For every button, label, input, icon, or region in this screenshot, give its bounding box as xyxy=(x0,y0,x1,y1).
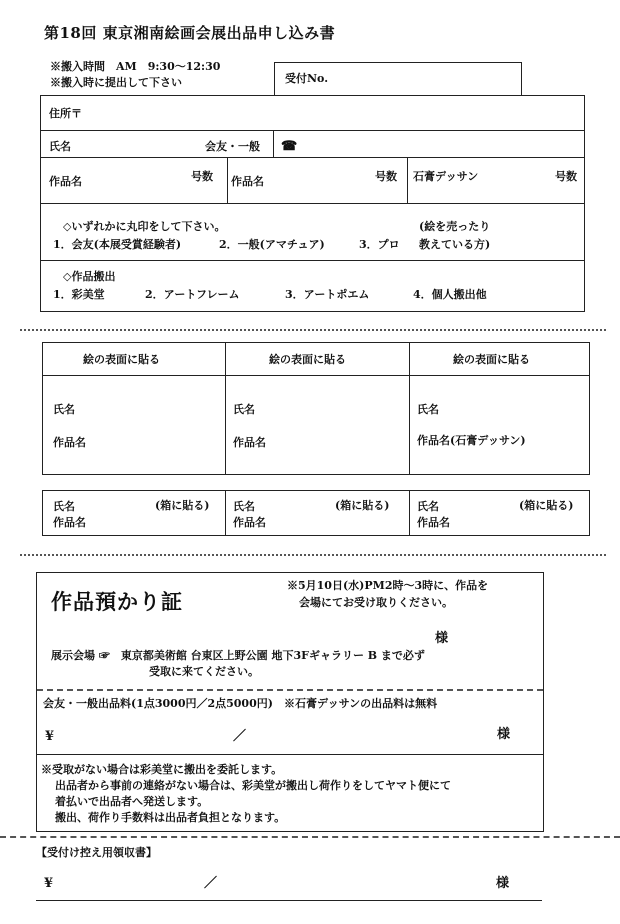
box-label-1-note: (箱に貼る) xyxy=(155,499,210,512)
receipt-title: 作品預かり証 xyxy=(51,589,183,614)
box-label-1-name[interactable]: 氏名 xyxy=(53,500,75,513)
carry-out-title: ◇作品搬出 xyxy=(63,270,116,283)
label-2-work[interactable]: 作品名 xyxy=(233,436,266,449)
delivery-time: ※搬入時間 AM 9:30～12:30 xyxy=(50,60,221,73)
receipt-number-label: 受付No. xyxy=(285,72,329,85)
stub-slash: ／ xyxy=(204,876,218,891)
box-label-3-note: (箱に貼る) xyxy=(519,499,574,512)
receipt-sama: 様 xyxy=(435,631,449,646)
box-label-2-name[interactable]: 氏名 xyxy=(233,500,255,513)
carry-option-1[interactable]: 1．彩美堂 xyxy=(53,288,105,301)
label-3-work[interactable]: 作品名(石膏デッサン) xyxy=(417,434,526,447)
box-label-2-work[interactable]: 作品名 xyxy=(233,516,266,529)
category-option-2[interactable]: 2．一般(アマチュア) xyxy=(219,238,325,251)
stub-sama: 様 xyxy=(496,876,510,891)
label-1-name[interactable]: 氏名 xyxy=(53,403,75,416)
category-option-3[interactable]: 3．プロ xyxy=(359,238,400,251)
cut-line xyxy=(20,329,606,331)
note-line4: 搬出、荷作り手数料は出品者負担となります。 xyxy=(55,811,286,824)
note-line1: ※受取がない場合は彩美堂に搬出を委託します。 xyxy=(41,763,283,776)
category-option-1[interactable]: 1．会友(本展受賞経験者) xyxy=(53,238,182,251)
page-title: 第18回 東京湘南絵画会展出品申し込み書 xyxy=(44,24,336,42)
name-label[interactable]: 氏名 xyxy=(49,140,71,153)
box-label-3-work[interactable]: 作品名 xyxy=(417,516,450,529)
fee-text: 会友・一般出品料(1点3000円／2点5000円) ※石膏デッサンの出品料は無料 xyxy=(43,697,438,710)
work-1-size-label: 号数 xyxy=(191,170,213,183)
label-2-name[interactable]: 氏名 xyxy=(233,403,255,416)
receipt-number-box[interactable] xyxy=(274,62,522,96)
painting-labels-table xyxy=(42,342,590,475)
category-instruction: ◇いずれかに丸印をして下さい。 xyxy=(63,220,226,233)
label-2-header: 絵の表面に貼る xyxy=(269,353,346,366)
carry-option-2[interactable]: 2．アートフレーム xyxy=(145,288,240,301)
label-3-header: 絵の表面に貼る xyxy=(453,353,530,366)
deposit-receipt xyxy=(36,572,544,832)
note-line3: 着払いで出品者へ発送します。 xyxy=(55,795,209,808)
box-labels-table xyxy=(42,490,590,536)
cut-line xyxy=(20,554,606,556)
stub-amount-line xyxy=(36,900,542,901)
stub-yen[interactable]: ¥ xyxy=(44,876,54,891)
work-3-size-label: 号数 xyxy=(555,170,577,183)
pickup-line1: ※5月10日(水)PM2時～3時に、作品を xyxy=(287,579,489,592)
venue-line1: 展示会場 ☞ 東京都美術館 台東区上野公園 地下3Fギャラリー B まで必ず xyxy=(51,649,425,662)
label-3-name[interactable]: 氏名 xyxy=(417,403,439,416)
fee-slash: ／ xyxy=(233,729,247,744)
fee-yen[interactable]: ¥ xyxy=(45,729,55,744)
carry-option-4[interactable]: 4．個人搬出他 xyxy=(413,288,487,301)
address-label[interactable]: 住所〒 xyxy=(49,107,82,120)
stub-cut-line xyxy=(0,836,620,838)
venue-line2: 受取に来てください。 xyxy=(149,665,259,678)
pro-note-line1: (絵を売ったり xyxy=(419,220,491,233)
carry-option-3[interactable]: 3．アートポエム xyxy=(285,288,370,301)
work-1-title-label[interactable]: 作品名 xyxy=(49,175,82,188)
submit-note: ※搬入時に提出して下さい xyxy=(50,76,182,89)
label-1-work[interactable]: 作品名 xyxy=(53,436,86,449)
fee-sama: 様 xyxy=(497,727,511,742)
pickup-line2: 会場にてお受け取りください。 xyxy=(299,596,453,609)
pro-note-line2: 教えている方) xyxy=(419,238,491,251)
work-2-title-label[interactable]: 作品名 xyxy=(231,175,264,188)
member-type: 会友・一般 xyxy=(205,140,260,153)
work-3-title-label[interactable]: 石膏デッサン xyxy=(413,170,479,183)
work-2-size-label: 号数 xyxy=(375,170,397,183)
phone-icon: ☎ xyxy=(281,139,298,154)
box-label-3-name[interactable]: 氏名 xyxy=(417,500,439,513)
box-label-2-note: (箱に貼る) xyxy=(335,499,390,512)
label-1-header: 絵の表面に貼る xyxy=(83,353,160,366)
stub-title: 【受付け控え用領収書】 xyxy=(36,846,157,859)
box-label-1-work[interactable]: 作品名 xyxy=(53,516,86,529)
note-line2: 出品者から事前の連絡がない場合は、彩美堂が搬出し荷作りをしてヤマト便にて xyxy=(55,779,451,792)
application-form xyxy=(40,95,585,312)
